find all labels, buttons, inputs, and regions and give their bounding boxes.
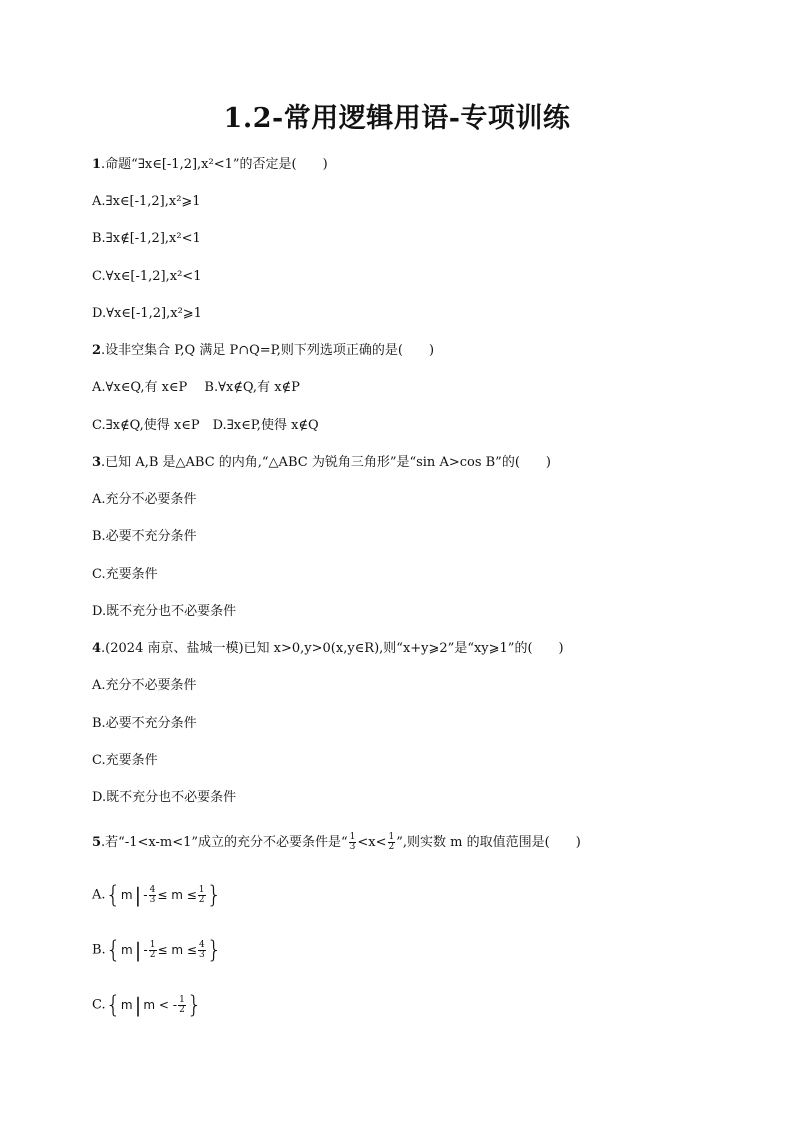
question-text: .(2024 南京、盐城一模)已知 x>0,y>0(x,y∈R),则“x+y⩾2”是“xy⩾1”的( )	[101, 641, 564, 656]
q3-option-b: B.必要不充分条件	[92, 529, 197, 544]
question-text: .若“-1<x-m<1”成立的充分不必要条件是“	[101, 835, 348, 850]
fraction: $\frac{1}{3}$	[349, 832, 356, 852]
q1-option-b: B.∃x∉[-1,2],x²<1	[92, 231, 201, 246]
q1-option-d: D.∀x∈[-1,2],x²⩾1	[92, 306, 202, 321]
q5-option-a: A.{m | - $\frac{4}{3}$ ≤ m ≤ $\frac{1}{2}$ }	[92, 881, 222, 909]
q2-options-ab: A.∀x∈Q,有 x∈P B.∀x∉Q,有 x∉P	[92, 380, 300, 395]
question-number: 4	[92, 641, 102, 656]
question-number: 1	[92, 157, 102, 172]
question-number: 2	[92, 343, 102, 358]
q4-option-b: B.必要不充分条件	[92, 716, 197, 731]
q4-option-a: A.充分不必要条件	[92, 678, 197, 693]
q1-option-a: A.∃x∈[-1,2],x²⩾1	[92, 194, 201, 209]
page-title: 1.2-常用逻辑用语-专项训练	[223, 103, 571, 134]
question-text: .已知 A,B 是△ABC 的内角,“△ABC 为锐角三角形”是“sin A>cos B”的( )	[101, 455, 551, 470]
question-number: 5	[92, 835, 102, 850]
q5-option-c: C.{m | m < - $\frac{1}{2}$ }	[92, 991, 203, 1019]
question-5-stem	[92, 833, 581, 852]
q2-options-cd: C.∃x∉Q,使得 x∈P D.∃x∈P,使得 x∉Q	[92, 418, 319, 433]
fraction: $\frac{1}{2}$	[179, 994, 185, 1015]
fraction: $\frac{1}{2}$	[198, 884, 205, 905]
q3-option-d: D.既不充分也不必要条件	[92, 604, 237, 619]
question-3-stem	[92, 454, 551, 472]
fraction: $\frac{1}{2}$	[149, 939, 156, 960]
q3-option-c: C.充要条件	[92, 567, 158, 582]
question-text: .设非空集合 P,Q 满足 P∩Q=P,则下列选项正确的是( )	[101, 343, 435, 358]
fraction: $\frac{4}{3}$	[198, 939, 205, 960]
q4-option-d: D.既不充分也不必要条件	[92, 790, 237, 805]
q5-option-b: B.{m | - $\frac{1}{2}$ ≤ m ≤ $\frac{4}{3}$ }	[92, 936, 222, 964]
question-4-stem	[92, 640, 564, 658]
fraction: $\frac{1}{2}$	[388, 832, 395, 852]
question-1-stem	[92, 156, 328, 174]
question-text: ”,则实数 m 的取值范围是( )	[396, 835, 581, 850]
question-text: <x<	[357, 835, 387, 850]
q3-option-a: A.充分不必要条件	[92, 492, 197, 507]
fraction: $\frac{4}{3}$	[149, 884, 156, 905]
q1-option-c: C.∀x∈[-1,2],x²<1	[92, 269, 202, 284]
question-text: .命题“∃x∈[-1,2],x²<1”的否定是( )	[101, 157, 328, 172]
question-number: 3	[92, 455, 102, 470]
question-2-stem	[92, 342, 434, 360]
q4-option-c: C.充要条件	[92, 753, 158, 768]
